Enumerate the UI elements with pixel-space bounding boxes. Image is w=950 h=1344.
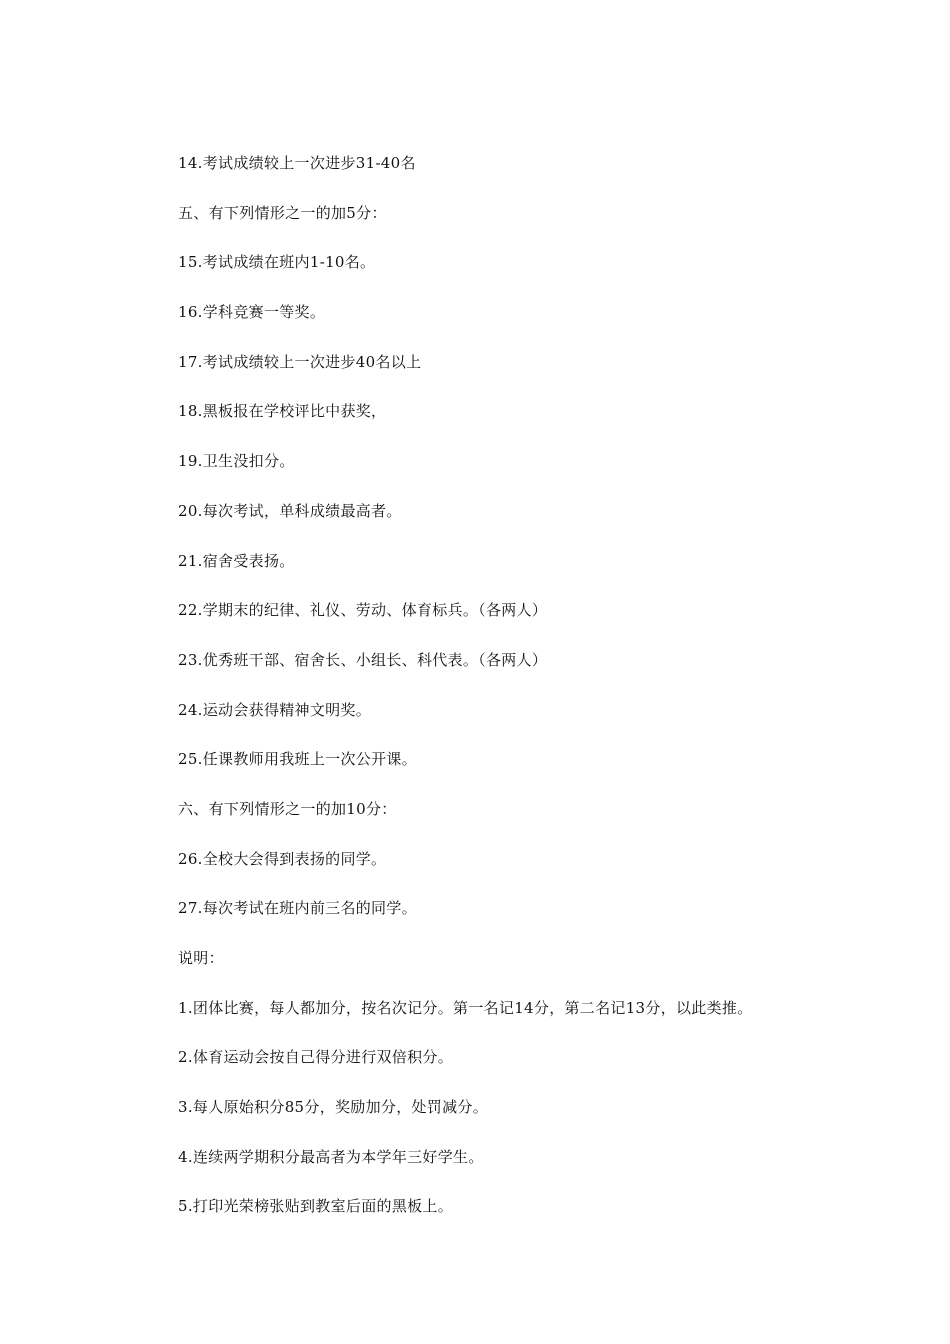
rule-item-23: 23.优秀班干部、宿舍长、小组长、科代表。（各两人）: [178, 650, 548, 669]
rule-item-14: 14.考试成绩较上一次进步31-40名: [178, 154, 416, 172]
rule-item-21: 21.宿舍受表扬。: [178, 551, 295, 570]
rule-item-27: 27.每次考试在班内前三名的同学。: [178, 899, 417, 918]
rule-item-19: 19.卫生没扣分。: [178, 452, 295, 471]
rule-item-26: 26.全校大会得到表扬的同学。: [178, 849, 387, 868]
rule-item-24: 24.运动会获得精神文明奖。: [178, 700, 372, 719]
notes-heading: 说明：: [178, 949, 224, 967]
note-item-2: 2.体育运动会按自己得分进行双倍积分。: [178, 1048, 454, 1067]
rule-item-18: 18.黑板报在学校评比中获奖，: [178, 402, 387, 421]
rule-item-15: 15.考试成绩在班内1-10名。: [178, 253, 376, 272]
section-heading-six: 六、有下列情形之一的加10分：: [178, 799, 397, 818]
note-item-5: 5.打印光荣榜张贴到教室后面的黑板上。: [178, 1197, 454, 1216]
note-item-4: 4.连续两学期积分最高者为本学年三好学生。: [178, 1147, 484, 1166]
note-item-1: 1.团体比赛，每人都加分，按名次记分。第一名记14分，第二名记13分，以此类推。: [178, 998, 753, 1017]
rule-item-22: 22.学期末的纪律、礼仪、劳动、体育标兵。（各两人）: [178, 601, 548, 620]
rule-item-17: 17.考试成绩较上一次进步40名以上: [178, 352, 422, 371]
document-body: [178, 150, 878, 1243]
rule-item-16: 16.学科竞赛一等奖。: [178, 303, 326, 322]
note-item-3: 3.每人原始积分85分，奖励加分，处罚减分。: [178, 1098, 489, 1117]
rule-item-20: 20.每次考试，单科成绩最高者。: [178, 501, 402, 520]
section-heading-five: 五、有下列情形之一的加5分：: [178, 203, 387, 222]
rule-item-25: 25.任课教师用我班上一次公开课。: [178, 750, 417, 769]
